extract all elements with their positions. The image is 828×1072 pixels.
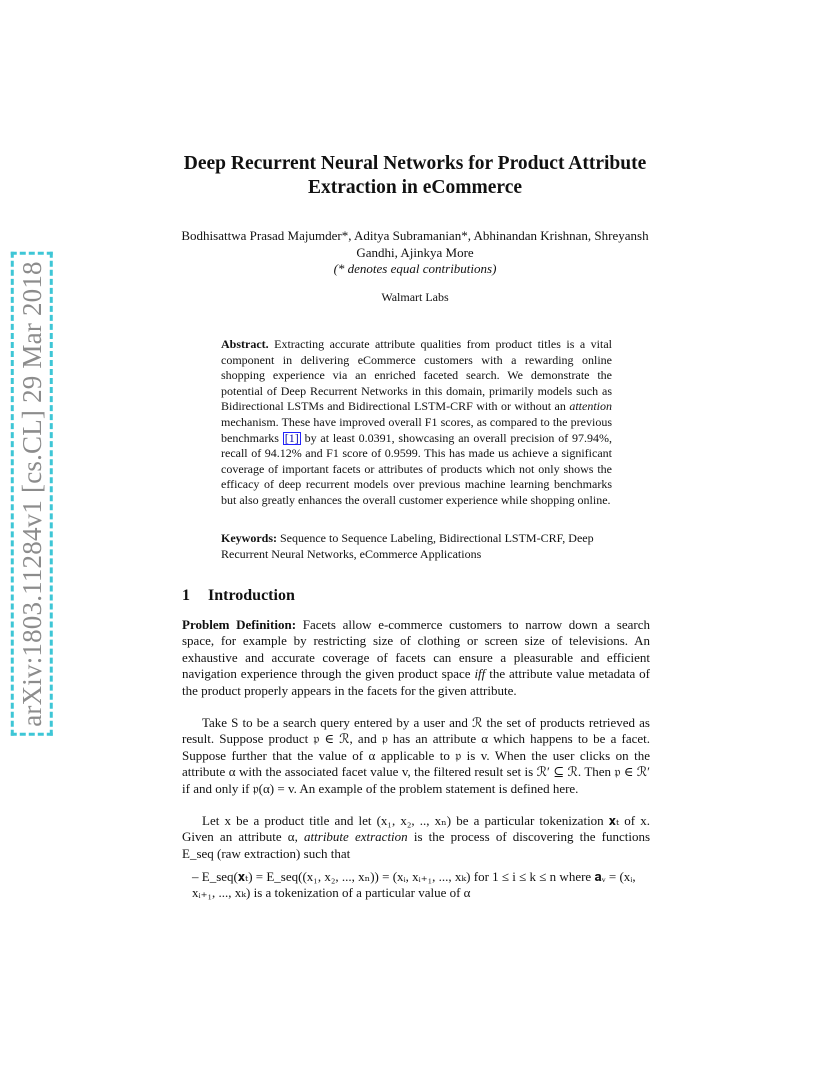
bullet-marker: – <box>192 869 199 884</box>
abstract-label: Abstract. <box>221 337 269 351</box>
paragraph-text: Facets allow e-commerce customers to narrow down a search space, for example by restricting size of clothing or screen size of televisions. An exhaustive and accurate coverage of facets can ensure a pleasurable and efficient navigation experience through the given product space <box>182 617 651 682</box>
abstract-emphasis: attention <box>569 399 612 414</box>
paragraph-tokenization <box>182 813 650 862</box>
author-list <box>160 228 670 278</box>
keywords-text: Sequence to Sequence Labeling, Bidirectional LSTM-CRF, Deep Recurrent Neural Networks, eCommerce Applications <box>221 531 594 561</box>
paragraph-problem-definition <box>182 617 650 699</box>
paragraph-text: is the process of discovering the functions E_seq (raw extraction) such that <box>182 829 651 861</box>
section-heading <box>182 586 295 606</box>
arxiv-identifier: arXiv:1803.11284v1 [cs.CL] 29 Mar 2018 <box>11 252 53 736</box>
paragraph-emphasis: iff <box>474 666 486 682</box>
affiliation: Walmart Labs <box>381 290 449 304</box>
keywords <box>221 531 612 562</box>
arxiv-identifier-stamp <box>12 250 52 738</box>
abstract-text-2: mechanism. These have improved overall F1 scores, as compared to the previous benchmarks <box>221 414 612 445</box>
paragraph-emphasis: attribute extraction <box>304 829 408 845</box>
paragraph-lead: Problem Definition: <box>182 617 297 632</box>
citation-link[interactable]: [1] <box>284 430 299 445</box>
abstract-text-3: by at least 0.0391, showcasing an overall precision of 97.94%, recall of 94.12% and F1 score of 0.9599. This has made us achieve a significant coverage of important facets or attributes of products which not only shows the efficacy of deep recurrent models over previous machine learning benchmarks but also greatly enhances the overall customer experience while shopping online. <box>221 430 613 507</box>
paragraph-text: Let x be a product title and let (x₁, x₂, .., xₙ) be a particular tokenization 𝐱ₜ of x. Given an attribute α, <box>182 813 650 845</box>
keywords-label: Keywords: <box>221 531 277 545</box>
section-title: Introduction <box>208 587 295 604</box>
bullet-item <box>192 869 650 902</box>
authors: Bodhisattwa Prasad Majumder*, Aditya Subramanian*, Abhinandan Krishnan, Shreyansh Gandhi, Ajinkya More <box>181 228 649 260</box>
abstract <box>221 337 612 509</box>
bullet-text: E_seq(𝐱ₜ) = E_seq((x₁, x₂, ..., xₙ)) = (xᵢ, xᵢ₊₁, ..., xₖ) for 1 ≤ i ≤ k ≤ n where 𝐚ᵥ = (xᵢ, xᵢ₊₁, ..., xₖ) is a tokenization of a particular value of α <box>192 869 636 901</box>
equal-contribution-note: (* denotes equal contributions) <box>333 261 497 276</box>
paper-title: Deep Recurrent Neural Networks for Product Attribute Extraction in eCommerce <box>183 153 647 198</box>
paragraph-text: the attribute value metadata of the product properly appears in the facets for the given attribute. <box>182 666 651 698</box>
paragraph-search-query: Take S to be a search query entered by a user and ℛ the set of products retrieved as result. Suppose product 𝔭 ∈ ℛ, and 𝔭 has an attribute α which happens to be a facet. Suppose further that the value of α applicable to 𝔭 is v. When the user clicks on the attribute α with the associated facet value v, the filtered result set is ℛ′ ⊆ ℛ. Then 𝔭 ∈ ℛ′ if and only if 𝔭(α) = v. An example of the problem statement is defined here. <box>182 715 650 796</box>
abstract-text-1: Extracting accurate attribute qualities from product titles is a vital component in delivering eCommerce customers with a rewarding online shopping experience via an enriched faceted search. We demonstrate the potential of Deep Recurrent Networks in this domain, primarily models such as Bidirectional LSTMs and Bidirectional LSTM-CRF with or without an <box>221 337 613 414</box>
section-number: 1 <box>182 587 190 604</box>
